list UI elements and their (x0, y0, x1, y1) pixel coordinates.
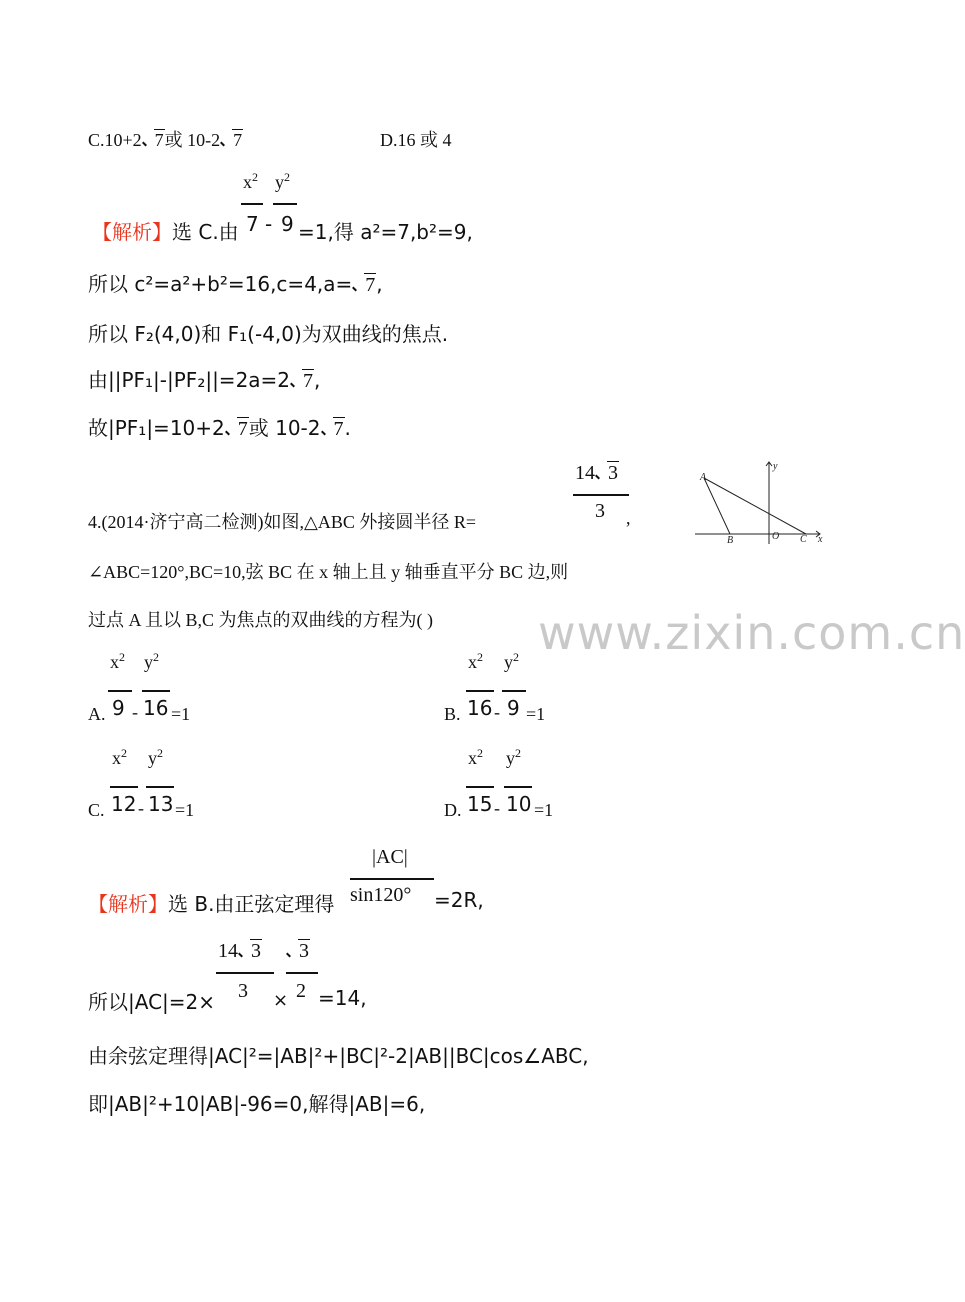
option-x2: $x^2$ (112, 746, 127, 768)
analysis-line-2: 所以 c²=a²+b²=16,c=4,a= 7, (88, 272, 383, 296)
fraction-bar (108, 690, 132, 692)
option-x2: $x^2$ (468, 746, 483, 768)
option-den-b: 9 (507, 696, 520, 720)
fraction-bar (241, 203, 263, 205)
label-x: x (818, 534, 823, 545)
option-label: B. (444, 704, 461, 724)
fraction-bar (573, 494, 629, 496)
q4-analysis-line-1: 【解析】选 B.由正弦定理得 (88, 892, 335, 916)
analysis-tag: 【解析】 (88, 892, 168, 916)
minus-sign: - (265, 212, 273, 236)
fraction-bar (216, 972, 274, 974)
label-b: B (727, 535, 734, 546)
fraction-denominator: 2 (296, 980, 306, 1002)
option-c[interactable] (88, 746, 308, 826)
option-label: D. (444, 800, 462, 820)
analysis-line-4: 由||PF₁|-|PF₂||=2a=2 7, (88, 368, 321, 392)
option-eq: =1 (175, 800, 195, 820)
option-op: - (138, 798, 144, 818)
fraction-bar (466, 690, 494, 692)
option-d[interactable] (444, 746, 664, 826)
option-label: A. (88, 704, 106, 724)
analysis-line-1: 【解析】选 C.由 (92, 220, 239, 244)
option-y2: $y^2$ (506, 746, 521, 768)
option-eq: =1 (171, 704, 191, 724)
option-den-b: 10 (506, 792, 532, 816)
option-y2: $y^2$ (144, 650, 159, 672)
q4-stem-comma: , (626, 508, 631, 528)
option-b[interactable] (444, 650, 664, 730)
q4-stem-line-2: ∠ABC=120°,BC=10,弦 BC 在 x 轴上且 y 轴垂直平分 BC 边,则 (88, 562, 569, 582)
analysis-tag: 【解析】 (92, 220, 172, 244)
sine-fraction-numerator: |AC| (372, 846, 408, 868)
fraction-bar (142, 690, 170, 692)
fraction-bar (350, 878, 434, 880)
option-d: D.16 或 4 (380, 130, 452, 150)
radius-denominator: 3 (595, 500, 605, 522)
option-den-a: 12 (111, 792, 137, 816)
option-op: - (494, 798, 500, 818)
option-x2: $x^2$ (110, 650, 125, 672)
fraction-x2: $x^2$ (243, 170, 258, 192)
side-ab (704, 478, 730, 534)
watermark: www.zixin.com.cn (538, 606, 965, 660)
option-x2: $x^2$ (468, 650, 483, 672)
option-a[interactable] (88, 650, 308, 730)
fraction-numerator: 3 (286, 940, 310, 963)
option-den-b: 13 (148, 792, 174, 816)
fraction-bar (504, 786, 532, 788)
option-c: C.10+2 7或 10-2 7 (88, 130, 243, 150)
fraction-bar (502, 690, 526, 692)
fraction-numerator: 14 3 (218, 940, 261, 962)
option-eq: =1 (526, 704, 546, 724)
triangle-figure (690, 456, 830, 548)
q4-analysis-line-2-end: =14, (318, 986, 367, 1010)
option-op: - (494, 702, 500, 722)
option-den-a: 16 (467, 696, 493, 720)
option-eq: =1 (534, 800, 554, 820)
label-a: A (700, 472, 707, 483)
option-label: C. (88, 800, 105, 820)
radius-numerator: 14 3 (575, 462, 618, 484)
analysis-line-3: 所以 F₂(4,0)和 F₁(-4,0)为双曲线的焦点. (88, 322, 449, 346)
q4-analysis-line-1-end: =2R, (434, 888, 484, 912)
option-den-a: 9 (112, 696, 125, 720)
fraction-denominator: 3 (238, 980, 248, 1002)
label-c: C (800, 534, 807, 545)
fraction-bar (110, 786, 138, 788)
fraction-bar (146, 786, 174, 788)
side-ac (704, 478, 806, 534)
option-den-a: 15 (467, 792, 493, 816)
label-o: O (772, 531, 780, 542)
sine-fraction-denominator: sin120° (350, 884, 412, 906)
label-y: y (773, 461, 778, 472)
q4-stem-line-1: 4.(2014·济宁高二检测)如图,△ABC 外接圆半径 R= (88, 512, 476, 532)
den-7: 7 (246, 212, 259, 236)
fraction-bar (273, 203, 297, 205)
q4-analysis-line-2: 所以|AC|=2× (88, 990, 216, 1014)
times-sign: × (273, 990, 289, 1011)
analysis-line-1-end: =1,得 a²=7,b²=9, (298, 220, 473, 244)
option-y2: $y^2$ (504, 650, 519, 672)
fraction-bar (286, 972, 318, 974)
option-den-b: 16 (143, 696, 169, 720)
fraction-y2: $y^2$ (275, 170, 290, 192)
q4-stem-line-3: 过点 A 且以 B,C 为焦点的双曲线的方程为( ) (88, 610, 434, 630)
den-9: 9 (281, 212, 294, 236)
fraction-bar (466, 786, 494, 788)
option-op: - (132, 702, 138, 722)
analysis-line-5: 故|PF₁|=10+2 7或 10-2 7. (88, 416, 351, 440)
q4-analysis-line-3: 由余弦定理得|AC|²=|AB|²+|BC|²-2|AB||BC|cos∠ABC, (88, 1044, 589, 1068)
option-y2: $y^2$ (148, 746, 163, 768)
q4-analysis-line-4: 即|AB|²+10|AB|-96=0,解得|AB|=6, (88, 1092, 426, 1116)
